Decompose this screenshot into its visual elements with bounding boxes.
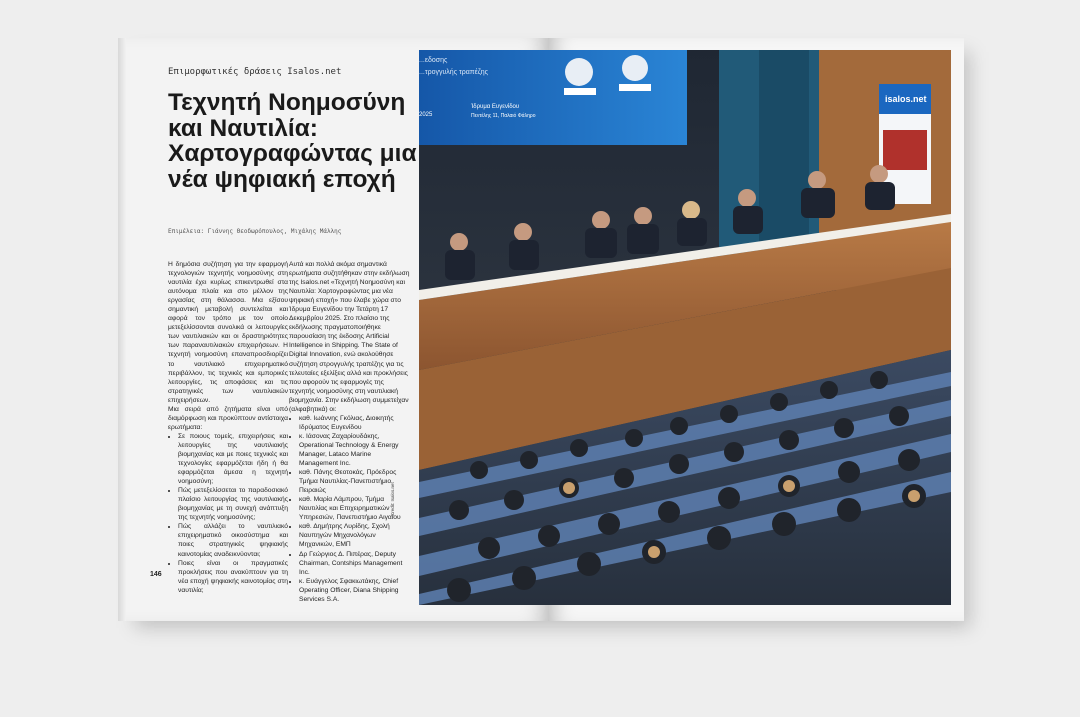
- list-item: • καθ. Δημήτρης Λυρίδης, Σχολή Ναυπηγών Μηχανολόγων Μηχανικών, ΕΜΠ: [299, 522, 411, 549]
- paragraph: Μια σειρά από ζητήματα είναι υπό διαμόρφωση και προκύπτουν αντίστοιχα ερωτήματα:: [168, 405, 288, 431]
- article-column-2: [289, 260, 411, 604]
- conference-photo: [419, 50, 951, 605]
- page-number: 146: [150, 571, 162, 578]
- list-item: • Σε ποιους τομείς, επιχειρήσεις και λειτουργίες της ναυτιλιακής βιομηχανίας και με ποιες τεχνικές και τεχνολογίες εφαρμόζεται ήδη ή θα εφαρμόζεται άμεσα η τεχνητή νοημοσύνη;: [178, 432, 288, 486]
- svg-text:isalos.net: isalos.net: [885, 94, 927, 104]
- magazine-spread: [118, 38, 964, 621]
- list-item: • Πώς μετεξελίσσεται το παραδοσιακό πλαίσιο λειτουργίας της ναυτιλιακής βιομηχανίας με τη συνεχή ανάπτυξη της τεχνητής νοημοσύνης;: [178, 486, 288, 522]
- list-item: • καθ. Μαρία Λάμπρου, Τμήμα Ναυτιλίας και Επιχειρηματικών Υπηρεσιών, Πανεπιστήμιο Αιγαίου: [299, 495, 411, 522]
- list-item: • καθ. Πάνης Θεοτοκάς, Πρόεδρος Τμήμα Ναυτιλίας-Πανεπιστήμιο Πειραιώς: [299, 468, 411, 495]
- paragraph: Η δημόσια συζήτηση για την εφαρμογή τεχνολογιών τεχνητής νοημοσύνης στη ναυτιλία έχει κυρίως επικεντρωθεί στα αυτόνομα πλοία και στο μέλλον της εργασίας στη θάλασσα. Μια εξίσου σημαντική μεταβολή συντελείται και αφορά τον τρόπο με τον οποίο μετεξελίσσονται συνολικά οι λειτουργίες των ναυτιλιακών και οι δραστηριότητες των παραναυτιλιακών επιχειρήσεων. Η τεχνητή νοημοσύνη επαναπροσδιορίζει το ναυτιλιακό επιχειρηματικό περιβάλλον, τις τεχνικές και εμπορικές λειτουργίες, τις αποφάσεις και τις στρατηγικές των ναυτιλιακών επιχειρήσεων.: [168, 261, 288, 404]
- photo-illustration: [419, 50, 951, 605]
- page-edge: [118, 38, 126, 621]
- svg-text:...εδοσης: ...εδοσης: [419, 57, 448, 64]
- list-item: • κ. Ευάγγελος Σφακιωτάκης, Chief Operating Officer, Diana Shipping Services S.A.: [299, 577, 411, 604]
- svg-text:Πεντέλης 11, Παλαιό Φάληρο: Πεντέλης 11, Παλαιό Φάληρο: [471, 113, 536, 119]
- paragraph: Αυτά και πολλά ακόμα σημαντικά ερωτήματα συζητήθηκαν στην εκδήλωση της Isalos.net «Τεχνητή Νοημοσύνη και Ναυτιλία: Χαρτογραφώντας μια νέα ψηφιακή εποχή» που έλαβε χώρα στο Ίδρυμα Ευγενίδου την Τετάρτη 17 Δεκεμβρίου 2025. Στο πλαίσιο της εκδήλωσης πραγματοποιήθηκε παρουσίαση της έκδοσης Artificial Intelligence in Shipping. The State of Digital Innovation, ενώ ακολούθησε συζήτηση στρογγυλής τραπέζης για τις τελευταίες εξελίξεις αλλά και προκλήσεις που αφορούν τις εφαρμογές της τεχνητής νοημοσύνης στη ναυτιλιακή βιομηχανία. Στην εκδήλωση συμμετείχαν (αλφαβητικά) οι:: [289, 261, 410, 413]
- list-item: • καθ. Ιωάννης Γκόλιας, Διοικητής Ιδρύματος Ευγενίδου: [299, 414, 411, 432]
- svg-text:...τρογγυλής τραπέζης: ...τρογγυλής τραπέζης: [419, 69, 488, 76]
- list-item: • Δρ Γεώργιος Δ. Πιπέρας, Deputy Chairman, Contships Management Inc.: [299, 550, 411, 577]
- photo-credit: Credit: Isalos.net: [390, 482, 395, 516]
- article-headline: Τεχνητή Νοημοσύνη και Ναυτιλία: Χαρτογραφώντας μια νέα ψηφιακή εποχή: [168, 89, 417, 193]
- list-item: • κ. Ιάσονας Ζαχαρίουδάκης, Operational Technology & Energy Manager, Lataco Marine Management Inc.: [299, 432, 411, 468]
- svg-text:Ίδρυμα Ευγενίδου: Ίδρυμα Ευγενίδου: [471, 104, 520, 110]
- question-list: [168, 432, 288, 595]
- svg-text:2025: 2025: [419, 112, 433, 118]
- list-item: • Ποιες είναι οι πραγματικές προκλήσεις που ανακύπτουν για τη νέα εποχή ψηφιακής καινοτομίας στη ναυτιλία;: [178, 559, 288, 595]
- section-label: Επιμορφωτικές δράσεις Isalos.net: [168, 67, 342, 77]
- list-item: • Πώς αλλάζει το ναυτιλιακό επιχειρηματικό οικοσύστημα και ποιες στρατηγικές ψηφιακής καινοτομίας αναδεικνύονται;: [178, 522, 288, 558]
- byline: Επιμέλεια: Γιάννης Θεοδωρόπουλος, Μιχάλης Μάλλης: [168, 228, 342, 235]
- article-column-1: [168, 260, 288, 595]
